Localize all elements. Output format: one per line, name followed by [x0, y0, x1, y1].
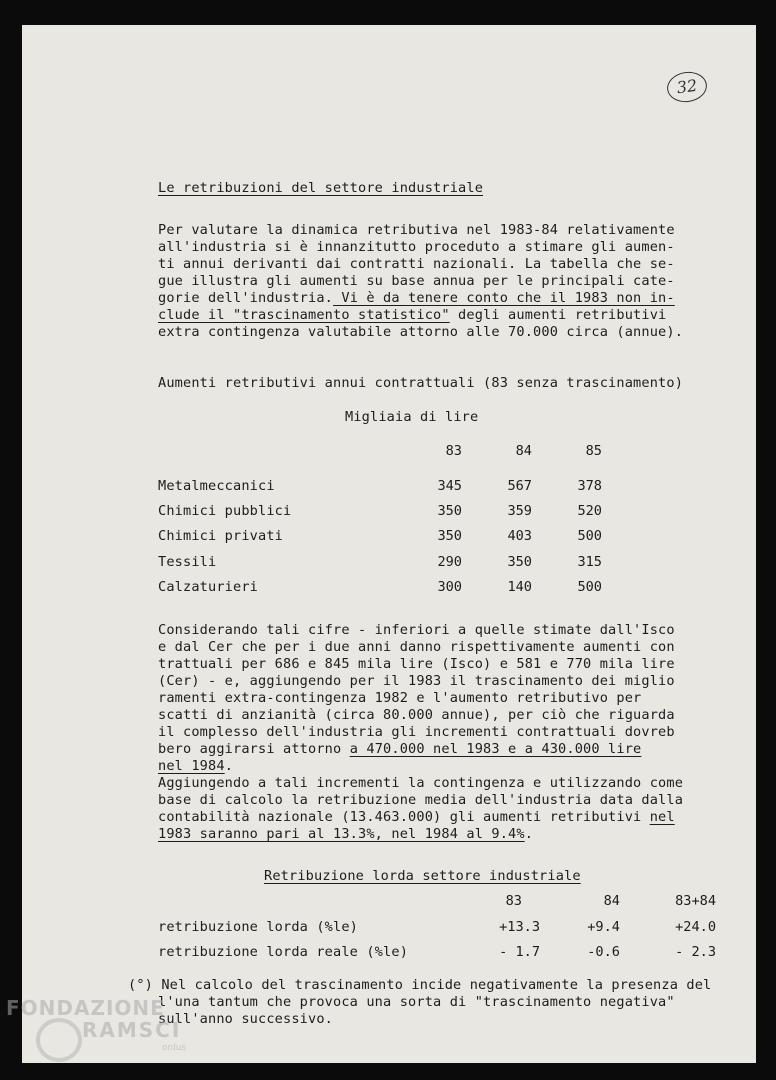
- table2-row-label: retribuzione lorda reale (%le): [158, 944, 409, 960]
- table2-cell: +9.4: [587, 919, 620, 935]
- table1-col-84: 84: [515, 443, 532, 459]
- table2-cell: - 1.7: [499, 944, 540, 960]
- table1-cell: 403: [507, 528, 532, 544]
- table1-cell: 350: [507, 554, 532, 570]
- para3-line-3: contabilità nazionale (13.463.000) gli aumenti retributivi nel: [158, 809, 675, 825]
- para2-line-5: ramenti extra-contingenza 1982 e l'aumento retributivo per: [158, 690, 642, 706]
- intro-line-4: gue illustra gli aumenti su base annua per le principali cate-: [158, 273, 675, 289]
- para2-line-9: nel 1984.: [158, 758, 234, 774]
- para2-line-2: e dal Cer che per i due anni danno rispettivamente aumenti con: [158, 639, 675, 655]
- para2-line-4: (Cer) - e, aggiungendo per il 1983 il trascinamento dei miglio: [158, 673, 675, 689]
- fondazione-logo-icon: [36, 1018, 82, 1062]
- intro-line-7: extra contingenza valutabile attorno alle 70.000 circa (annue).: [158, 324, 684, 340]
- footnote-line-3: sull'anno successivo.: [158, 1011, 334, 1027]
- para3-line-4: 1983 saranno pari al 13.3%, nel 1984 al 9.4%.: [158, 826, 534, 842]
- table1-col-83: 83: [445, 443, 462, 459]
- table1-cell: 315: [577, 554, 602, 570]
- footnote-line-1: (°) Nel calcolo del trascinamento incide negativamente la presenza del: [128, 977, 712, 993]
- table1-cell: 500: [577, 579, 602, 595]
- table1-cell: 345: [437, 478, 462, 494]
- table1-cell: 520: [577, 503, 602, 519]
- table1-cell: 300: [437, 579, 462, 595]
- table1-row-label: Calzaturieri: [158, 579, 259, 595]
- watermark-text-2: RAMSCI: [82, 1018, 182, 1042]
- page-number: 32: [665, 69, 709, 104]
- table1-cell: 350: [437, 528, 462, 544]
- table2-cell: +13.3: [499, 919, 540, 935]
- footnote-line-2: l'una tantum che provoca una sorta di "trascinamento negativa": [158, 994, 675, 1010]
- table2-cell: - 2.3: [675, 944, 716, 960]
- table1-row-label: Tessili: [158, 554, 217, 570]
- intro-line-2: all'industria si è innanzitutto proceduto a stimare gli aumen-: [158, 239, 675, 255]
- table2-col-84: 84: [603, 893, 620, 909]
- table1-cell: 567: [507, 478, 532, 494]
- table2-title: Retribuzione lorda settore industriale: [264, 868, 581, 884]
- para3-underlined-a: nel: [649, 809, 675, 825]
- para3-line-2: base di calcolo la retribuzione media dell'industria data dalla: [158, 792, 684, 808]
- para2-underlined-b: nel 1984: [158, 758, 225, 774]
- para3-line-1: Aggiungendo a tali incrementi la contingenza e utilizzando come: [158, 775, 684, 791]
- table1-row-label: Metalmeccanici: [158, 478, 275, 494]
- table1-row-label: Chimici pubblici: [158, 503, 292, 519]
- intro-underlined-b: clude il "trascinamento statistico": [158, 307, 450, 323]
- para2-underlined-a: a 470.000 nel 1983 e a 430.000 lire: [349, 741, 642, 757]
- table2-cell: +24.0: [675, 919, 716, 935]
- table1-title: Aumenti retributivi annui contrattuali (83 senza trascinamento): [158, 375, 684, 391]
- intro-line-6: clude il "trascinamento statistico" degli aumenti retributivi: [158, 307, 667, 323]
- para2-line-3: trattuali per 686 e 845 mila lire (Isco) e 581 e 770 mila lire: [158, 656, 675, 672]
- table2-cell: -0.6: [587, 944, 620, 960]
- intro-line-1: Per valutare la dinamica retributiva nel 1983-84 relativamente: [158, 222, 675, 238]
- table1-cell: 290: [437, 554, 462, 570]
- para2-line-1: Considerando tali cifre - inferiori a quelle stimate dall'Isco: [158, 622, 675, 638]
- section-title: Le retribuzioni del settore industriale: [158, 180, 484, 196]
- table1-unit: Migliaia di lire: [345, 409, 479, 425]
- table2-col-83: 83: [505, 893, 522, 909]
- table2-row-label: retribuzione lorda (%le): [158, 919, 359, 935]
- watermark-text: FONDAZIONE: [6, 996, 165, 1020]
- table1-col-85: 85: [585, 443, 602, 459]
- table1-cell: 378: [577, 478, 602, 494]
- watermark-onlus: onlus: [162, 1043, 187, 1053]
- para2-line-7: il complesso dell'industria gli incrementi contrattuali dovreb: [158, 724, 675, 740]
- para3-underlined-b: 1983 saranno pari al 13.3%, nel 1984 al 9.4%: [158, 826, 525, 842]
- table1-cell: 359: [507, 503, 532, 519]
- table1-cell: 350: [437, 503, 462, 519]
- para2-line-8: bero aggirarsi attorno a 470.000 nel 1983 e a 430.000 lire: [158, 741, 642, 757]
- table1-cell: 500: [577, 528, 602, 544]
- table2-col-83-84: 83+84: [675, 893, 716, 909]
- intro-line-3: ti annui derivanti dai contratti nazionali. La tabella che se-: [158, 256, 675, 272]
- intro-line-5: gorie dell'industria. Vi è da tenere conto che il 1983 non in-: [158, 290, 675, 306]
- table1-cell: 140: [507, 579, 532, 595]
- para2-line-6: scatti di anzianità (circa 80.000 annue), per ciò che riguarda: [158, 707, 675, 723]
- table1-row-label: Chimici privati: [158, 528, 284, 544]
- intro-underlined-a: Vi è da tenere conto che il 1983 non in-: [333, 290, 675, 306]
